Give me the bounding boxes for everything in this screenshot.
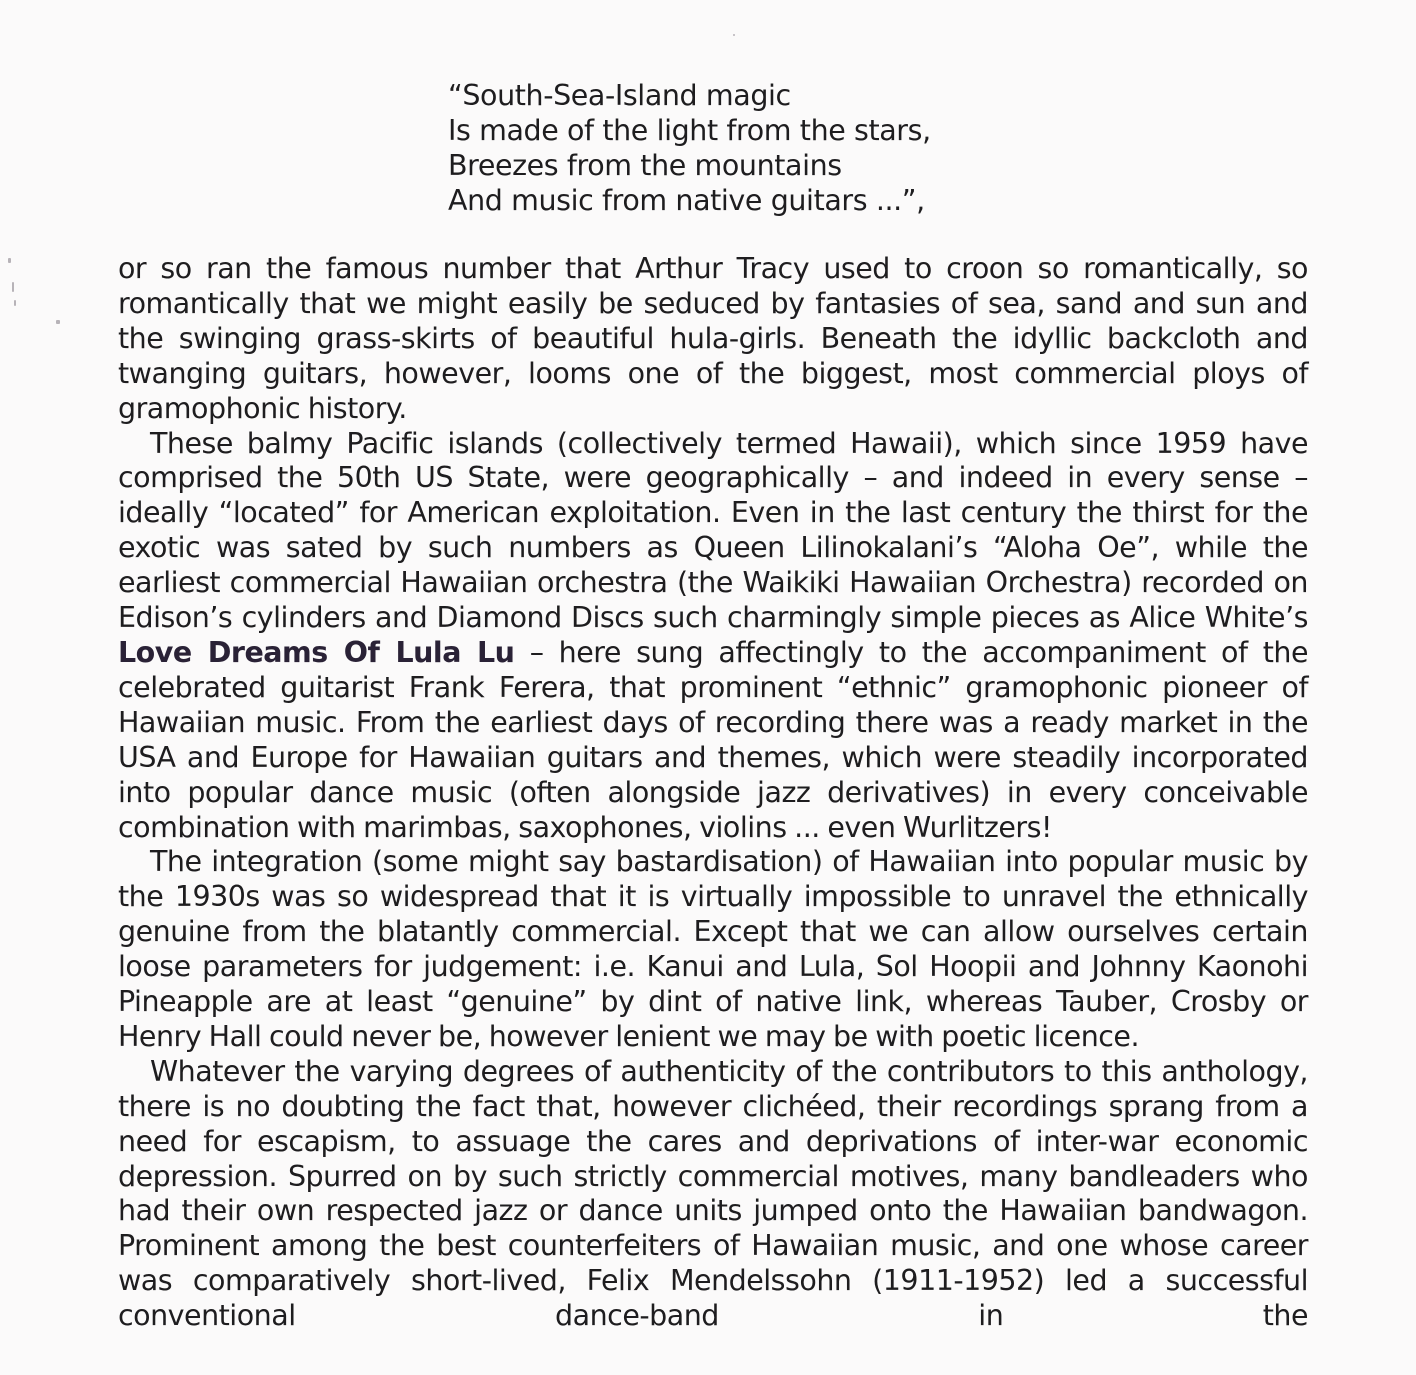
scan-speck [12, 282, 14, 292]
scan-speck [8, 258, 11, 263]
verse-quote [448, 78, 931, 218]
scan-speck [733, 34, 735, 36]
paragraph-2-text-before: These balmy Pacific islands (collectively termed Hawaii), which since 1959 have comprised the 50th US State, were geographically – and indeed in every sense – ideally “located” for American exploitation. Even in the last century the thirst for the exotic was sated by such numbers as Queen Lilinokalani’s “Aloha Oe”, while the earliest commercial Hawaiian orchestra (the Waikiki Hawaiian Orchestra) recorded on Edison’s cylinders and Diamond Discs such charmingly simple pieces as Alice White’s [118, 426, 1308, 635]
paragraph-3: The integration (some might say bastardisation) of Hawaiian into popular music by the 1930s was so widespread that it is virtually impossible to unravel the ethnically genuine from the blatantly commercial. Except that we can allow ourselves certain loose parameters for judgement: i.e. Kanui and Lula, Sol Hoopii and Johnny Kaonohi Pineapple are at least “genuine” by dint of native link, whereas Tauber, Crosby or Henry Hall could never be, however lenient we may be with poetic licence. [118, 845, 1308, 1053]
scan-speck [14, 300, 16, 306]
scan-speck [56, 320, 60, 324]
verse-line-1: “South-Sea-Island magic [448, 79, 791, 112]
liner-notes-body [118, 252, 1308, 1334]
verse-line-4: And music from native guitars ...”, [448, 184, 925, 217]
paragraph-4: Whatever the varying degrees of authenticity of the contributors to this anthology, there is no doubting the fact that, however clichéed, their recordings sprang from a need for escapism, to assuage the cares and deprivations of inter-war economic depression. Spurred on by such strictly commercial motives, many bandleaders who had their own respected jazz or dance units jumped onto the Hawaiian bandwagon. Prominent among the best counterfeiters of Hawaiian music, and one whose career was comparatively short-lived, Felix Mendelssohn (1911-1952) led a successful conventional dance-band in the [118, 1054, 1308, 1333]
paragraph-2 [118, 427, 1308, 846]
paragraph-2-text-after: – here sung affectingly to the accompaniment of the celebrated guitarist Frank Ferera, that prominent “ethnic” gramophonic pioneer of Hawaiian music. From the earliest days of recording there was a ready market in the USA and Europe for Hawaiian guitars and themes, which were steadily incorporated into popular dance music (often alongside jazz derivatives) in every conceivable combination with marimbas, saxophones, violins ... even Wurlitzers! [118, 635, 1308, 844]
verse-line-3: Breezes from the mountains [448, 149, 842, 182]
paragraph-1: or so ran the famous number that Arthur Tracy used to croon so romantically, so romantically that we might easily be seduced by fantasies of sea, sand and sun and the swinging grass-skirts of beautiful hula-girls. Beneath the idyllic backcloth and twanging guitars, however, looms one of the biggest, most commercial ploys of gramophonic history. [118, 252, 1308, 425]
song-title: Love Dreams Of Lula Lu [118, 635, 515, 669]
verse-line-2: Is made of the light from the stars, [448, 114, 931, 147]
